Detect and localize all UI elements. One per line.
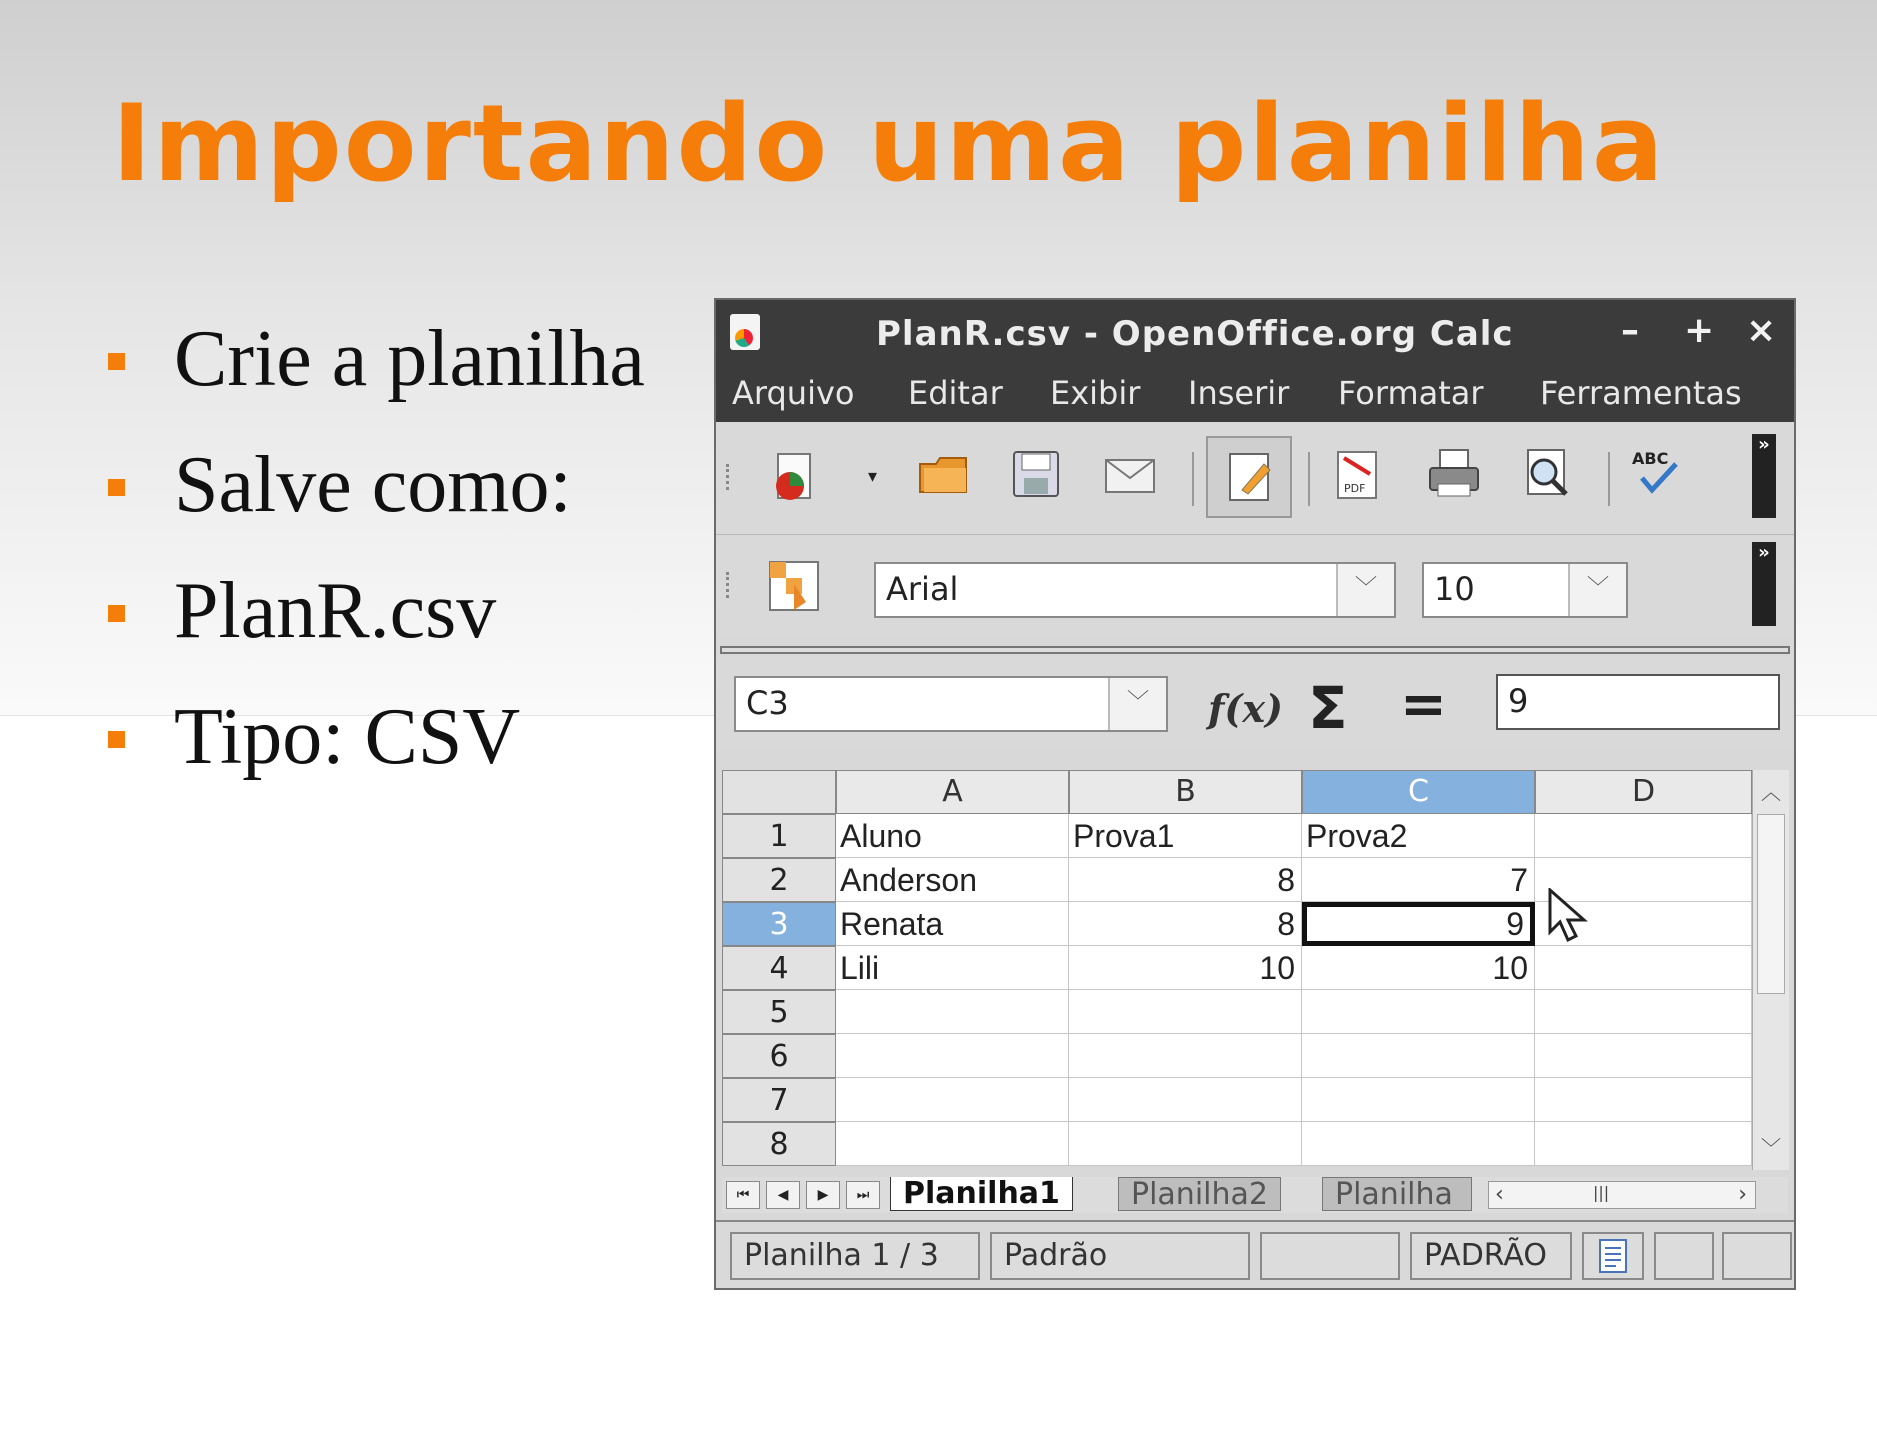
scroll-up-icon[interactable]: ︿ (1761, 780, 1781, 804)
cell-b3[interactable]: 8 (1069, 902, 1302, 946)
first-sheet-icon[interactable]: ⏮ (726, 1181, 760, 1209)
slide-title: Importando uma planilha (112, 82, 1666, 205)
cell-c1[interactable]: Prova2 (1302, 814, 1535, 858)
cell-c8[interactable] (1302, 1122, 1535, 1166)
cell-b6[interactable] (1069, 1034, 1302, 1078)
last-sheet-icon[interactable]: ⏭ (846, 1181, 880, 1209)
status-signature (1722, 1232, 1792, 1280)
close-button[interactable]: × (1746, 310, 1777, 351)
cell-c7[interactable] (1302, 1078, 1535, 1122)
chevron-down-icon[interactable]: ﹀ (1336, 564, 1394, 616)
column-header-b[interactable]: B (1069, 770, 1302, 814)
toolbar-separator (1308, 452, 1310, 506)
row-header[interactable]: 4 (722, 946, 836, 990)
tab-planilha2[interactable]: Planilha2 (1118, 1177, 1281, 1211)
formula-value: 9 (1508, 682, 1529, 720)
font-size-combo[interactable] (1422, 562, 1628, 618)
cell-d5[interactable] (1535, 990, 1752, 1034)
cell-c4[interactable]: 10 (1302, 946, 1535, 990)
chevron-down-icon[interactable]: ﹀ (1568, 564, 1626, 616)
status-insert-mode[interactable]: PADRÃO (1410, 1232, 1572, 1280)
vertical-scrollbar[interactable] (1752, 770, 1789, 1170)
menu-ferramentas[interactable]: Ferramentas (1540, 374, 1742, 412)
styles-formatting-icon[interactable] (766, 558, 822, 614)
next-sheet-icon[interactable]: ▶ (806, 1181, 840, 1209)
font-name-value: Arial (886, 570, 959, 608)
column-header-c[interactable]: C (1302, 770, 1535, 814)
bullet-text: Tipo: CSV (174, 693, 521, 781)
scroll-grip-icon: ||| (1593, 1183, 1610, 1202)
bullet-list (106, 310, 645, 814)
cell-b8[interactable] (1069, 1122, 1302, 1166)
status-bar (716, 1220, 1794, 1290)
print-preview-icon[interactable] (1520, 446, 1576, 502)
toolbar-separator (1192, 452, 1194, 506)
bullet-square-icon (108, 605, 125, 622)
tab-planilha3[interactable]: Planilha (1322, 1177, 1472, 1211)
minimize-button[interactable]: – (1621, 310, 1639, 351)
export-pdf-icon[interactable] (1330, 448, 1386, 504)
scroll-right-icon[interactable]: › (1738, 1182, 1747, 1207)
bullet-square-icon (108, 479, 125, 496)
cell-c2[interactable]: 7 (1302, 858, 1535, 902)
cell-b5[interactable] (1069, 990, 1302, 1034)
cell-c6[interactable] (1302, 1034, 1535, 1078)
open-folder-icon[interactable] (916, 446, 972, 502)
format-toolbar-more-button[interactable]: » (1752, 542, 1776, 626)
bullet-text: PlanR.csv (174, 567, 497, 655)
cell-d6[interactable] (1535, 1034, 1752, 1078)
cell-c5[interactable] (1302, 990, 1535, 1034)
toolbar-more-button[interactable]: » (1752, 434, 1776, 518)
edit-file-toggle[interactable] (1206, 436, 1292, 518)
sum-button[interactable]: Σ (1308, 674, 1348, 742)
cell-a1[interactable]: Aluno (836, 814, 1069, 858)
formula-bar (716, 656, 1794, 750)
cell-d8[interactable] (1535, 1122, 1752, 1166)
menu-inserir[interactable]: Inserir (1188, 374, 1290, 412)
save-icon[interactable] (1008, 446, 1064, 502)
print-icon[interactable] (1426, 446, 1482, 502)
cell-b1[interactable]: Prova1 (1069, 814, 1302, 858)
email-icon[interactable] (1102, 446, 1158, 502)
menu-exibir[interactable]: Exibir (1050, 374, 1141, 412)
row-header[interactable]: 2 (722, 858, 836, 902)
chevron-down-icon[interactable]: ﹀ (1108, 678, 1166, 730)
function-button[interactable]: = (1400, 672, 1447, 737)
svg-text:PDF: PDF (1344, 482, 1366, 495)
bullet-text: Crie a planilha (174, 315, 645, 403)
cell-a6[interactable] (836, 1034, 1069, 1078)
status-mode (1260, 1232, 1400, 1280)
cell-b7[interactable] (1069, 1078, 1302, 1122)
row-header[interactable]: 5 (722, 990, 836, 1034)
column-header-d[interactable]: D (1535, 770, 1752, 814)
new-document-icon[interactable] (766, 450, 822, 506)
maximize-button[interactable]: + (1684, 310, 1715, 351)
scroll-thumb[interactable] (1757, 814, 1785, 994)
cell-d1[interactable] (1535, 814, 1752, 858)
row-header[interactable]: 8 (722, 1122, 836, 1166)
edit-file-icon (1222, 450, 1278, 506)
formula-input[interactable] (1496, 674, 1780, 730)
status-selection-mode[interactable] (1582, 1232, 1644, 1280)
row-header[interactable]: 6 (722, 1034, 836, 1078)
font-size-value: 10 (1434, 570, 1475, 608)
name-box-value: C3 (746, 684, 789, 722)
sheet-tab-bar (722, 1177, 1788, 1213)
toolbar-divider (720, 646, 1790, 654)
menu-formatar[interactable]: Formatar (1338, 374, 1484, 412)
cell-d4[interactable] (1535, 946, 1752, 990)
calc-window (714, 298, 1796, 1290)
svg-text:ABC: ABC (1632, 449, 1669, 468)
spellcheck-icon[interactable] (1628, 444, 1684, 500)
row-header[interactable]: 7 (722, 1078, 836, 1122)
function-wizard-button[interactable]: f(x) (1208, 686, 1283, 731)
scroll-left-icon[interactable]: ‹ (1495, 1182, 1504, 1207)
cell-c3-active[interactable]: 9 (1302, 902, 1535, 946)
toolbar-grip[interactable] (726, 464, 735, 490)
previous-sheet-icon[interactable]: ◀ (766, 1181, 800, 1209)
scroll-down-icon[interactable]: ﹀ (1761, 1136, 1781, 1160)
bullet-square-icon (108, 731, 125, 748)
tab-planilha1[interactable]: Planilha1 (890, 1177, 1073, 1211)
standard-toolbar (716, 422, 1794, 535)
status-page-style[interactable]: Padrão (990, 1232, 1250, 1280)
cell-a2[interactable]: Anderson (836, 858, 1069, 902)
row-header[interactable]: 3 (722, 902, 836, 946)
cell-a7[interactable] (836, 1078, 1069, 1122)
bullet-item (106, 436, 645, 562)
calc-app-icon[interactable] (730, 314, 760, 350)
cell-a8[interactable] (836, 1122, 1069, 1166)
bullet-item (106, 562, 645, 688)
cell-d7[interactable] (1535, 1078, 1752, 1122)
window-titlebar[interactable] (716, 300, 1794, 364)
cell-b2[interactable]: 8 (1069, 858, 1302, 902)
document-status-icon (1596, 1238, 1632, 1274)
bullet-text: Salve como: (174, 441, 572, 529)
bullet-item (106, 688, 645, 814)
bullet-item (106, 310, 645, 436)
formatting-toolbar (716, 536, 1794, 636)
name-box[interactable] (734, 676, 1168, 732)
horizontal-scrollbar[interactable] (1488, 1181, 1756, 1209)
menu-bar (716, 364, 1794, 422)
cell-a3[interactable]: Renata (836, 902, 1069, 946)
cell-a4[interactable]: Lili (836, 946, 1069, 990)
window-title: PlanR.csv - OpenOffice.org Calc (876, 314, 1514, 354)
select-all-corner[interactable] (722, 770, 836, 814)
status-sheet-count: Planilha 1 / 3 (730, 1232, 980, 1280)
cell-b4[interactable]: 10 (1069, 946, 1302, 990)
font-name-combo[interactable] (874, 562, 1396, 618)
row-header[interactable]: 1 (722, 814, 836, 858)
menu-editar[interactable]: Editar (908, 374, 1003, 412)
menu-arquivo[interactable]: Arquivo (732, 374, 855, 412)
status-modified (1654, 1232, 1714, 1280)
toolbar-grip[interactable] (726, 572, 735, 598)
new-dropdown-arrow-icon[interactable]: ▾ (868, 466, 878, 487)
mouse-pointer-icon (1546, 888, 1592, 948)
column-header-a[interactable]: A (836, 770, 1069, 814)
toolbar-separator (1608, 452, 1610, 506)
cell-a5[interactable] (836, 990, 1069, 1034)
bullet-square-icon (108, 353, 125, 370)
